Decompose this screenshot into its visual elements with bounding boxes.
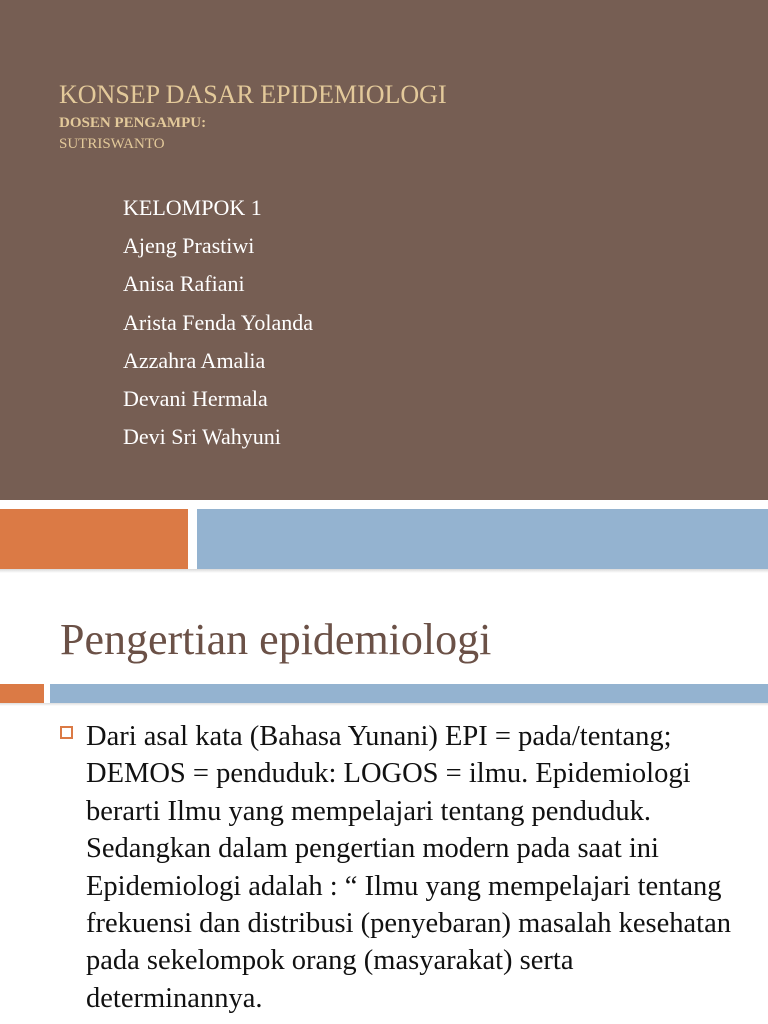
underline-shadow bbox=[0, 703, 768, 706]
content-slide-title: Pengertian epidemiologi bbox=[60, 615, 492, 664]
group-member-list bbox=[123, 189, 313, 456]
member-item: Anisa Rafiani bbox=[123, 271, 245, 297]
group-heading: KELOMPOK 1 bbox=[123, 195, 262, 220]
blue-title-underline-bar bbox=[50, 684, 768, 703]
member-item: Ajeng Prastiwi bbox=[123, 233, 255, 259]
lecturer-label: DOSEN PENGAMPU: bbox=[59, 115, 207, 131]
hollow-square-bullet-icon bbox=[60, 726, 73, 739]
title-slide bbox=[0, 0, 768, 500]
lecturer-name: SUTRISWANTO bbox=[59, 136, 165, 152]
orange-title-underline-bar bbox=[0, 684, 44, 703]
member-item: Devani Hermala bbox=[123, 386, 268, 412]
bullet-text: Dari asal kata (Bahasa Yunani) EPI = pada/tentang; DEMOS = penduduk: LOGOS = ilmu. Epidemiologi berarti Ilmu yang mempelajari tentang penduduk. Sedangkan dalam pengertian modern pada saat ini Epidemiologi adalah : “ Ilmu yang mempelajari tentang frekuensi dan distribusi (penyebaran) masalah kesehatan pada sekelompok orang (masyarakat) serta determinannya. bbox=[86, 721, 731, 1014]
bar-shadow bbox=[0, 569, 768, 573]
member-item: Arista Fenda Yolanda bbox=[123, 309, 314, 335]
orange-accent-bar bbox=[0, 509, 188, 569]
blue-accent-bar bbox=[197, 509, 768, 569]
member-item: Devi Sri Wahyuni bbox=[123, 424, 281, 450]
slide-title: KONSEP DASAR EPIDEMIOLOGI bbox=[59, 80, 447, 109]
member-item: Azzahra Amalia bbox=[123, 347, 266, 373]
